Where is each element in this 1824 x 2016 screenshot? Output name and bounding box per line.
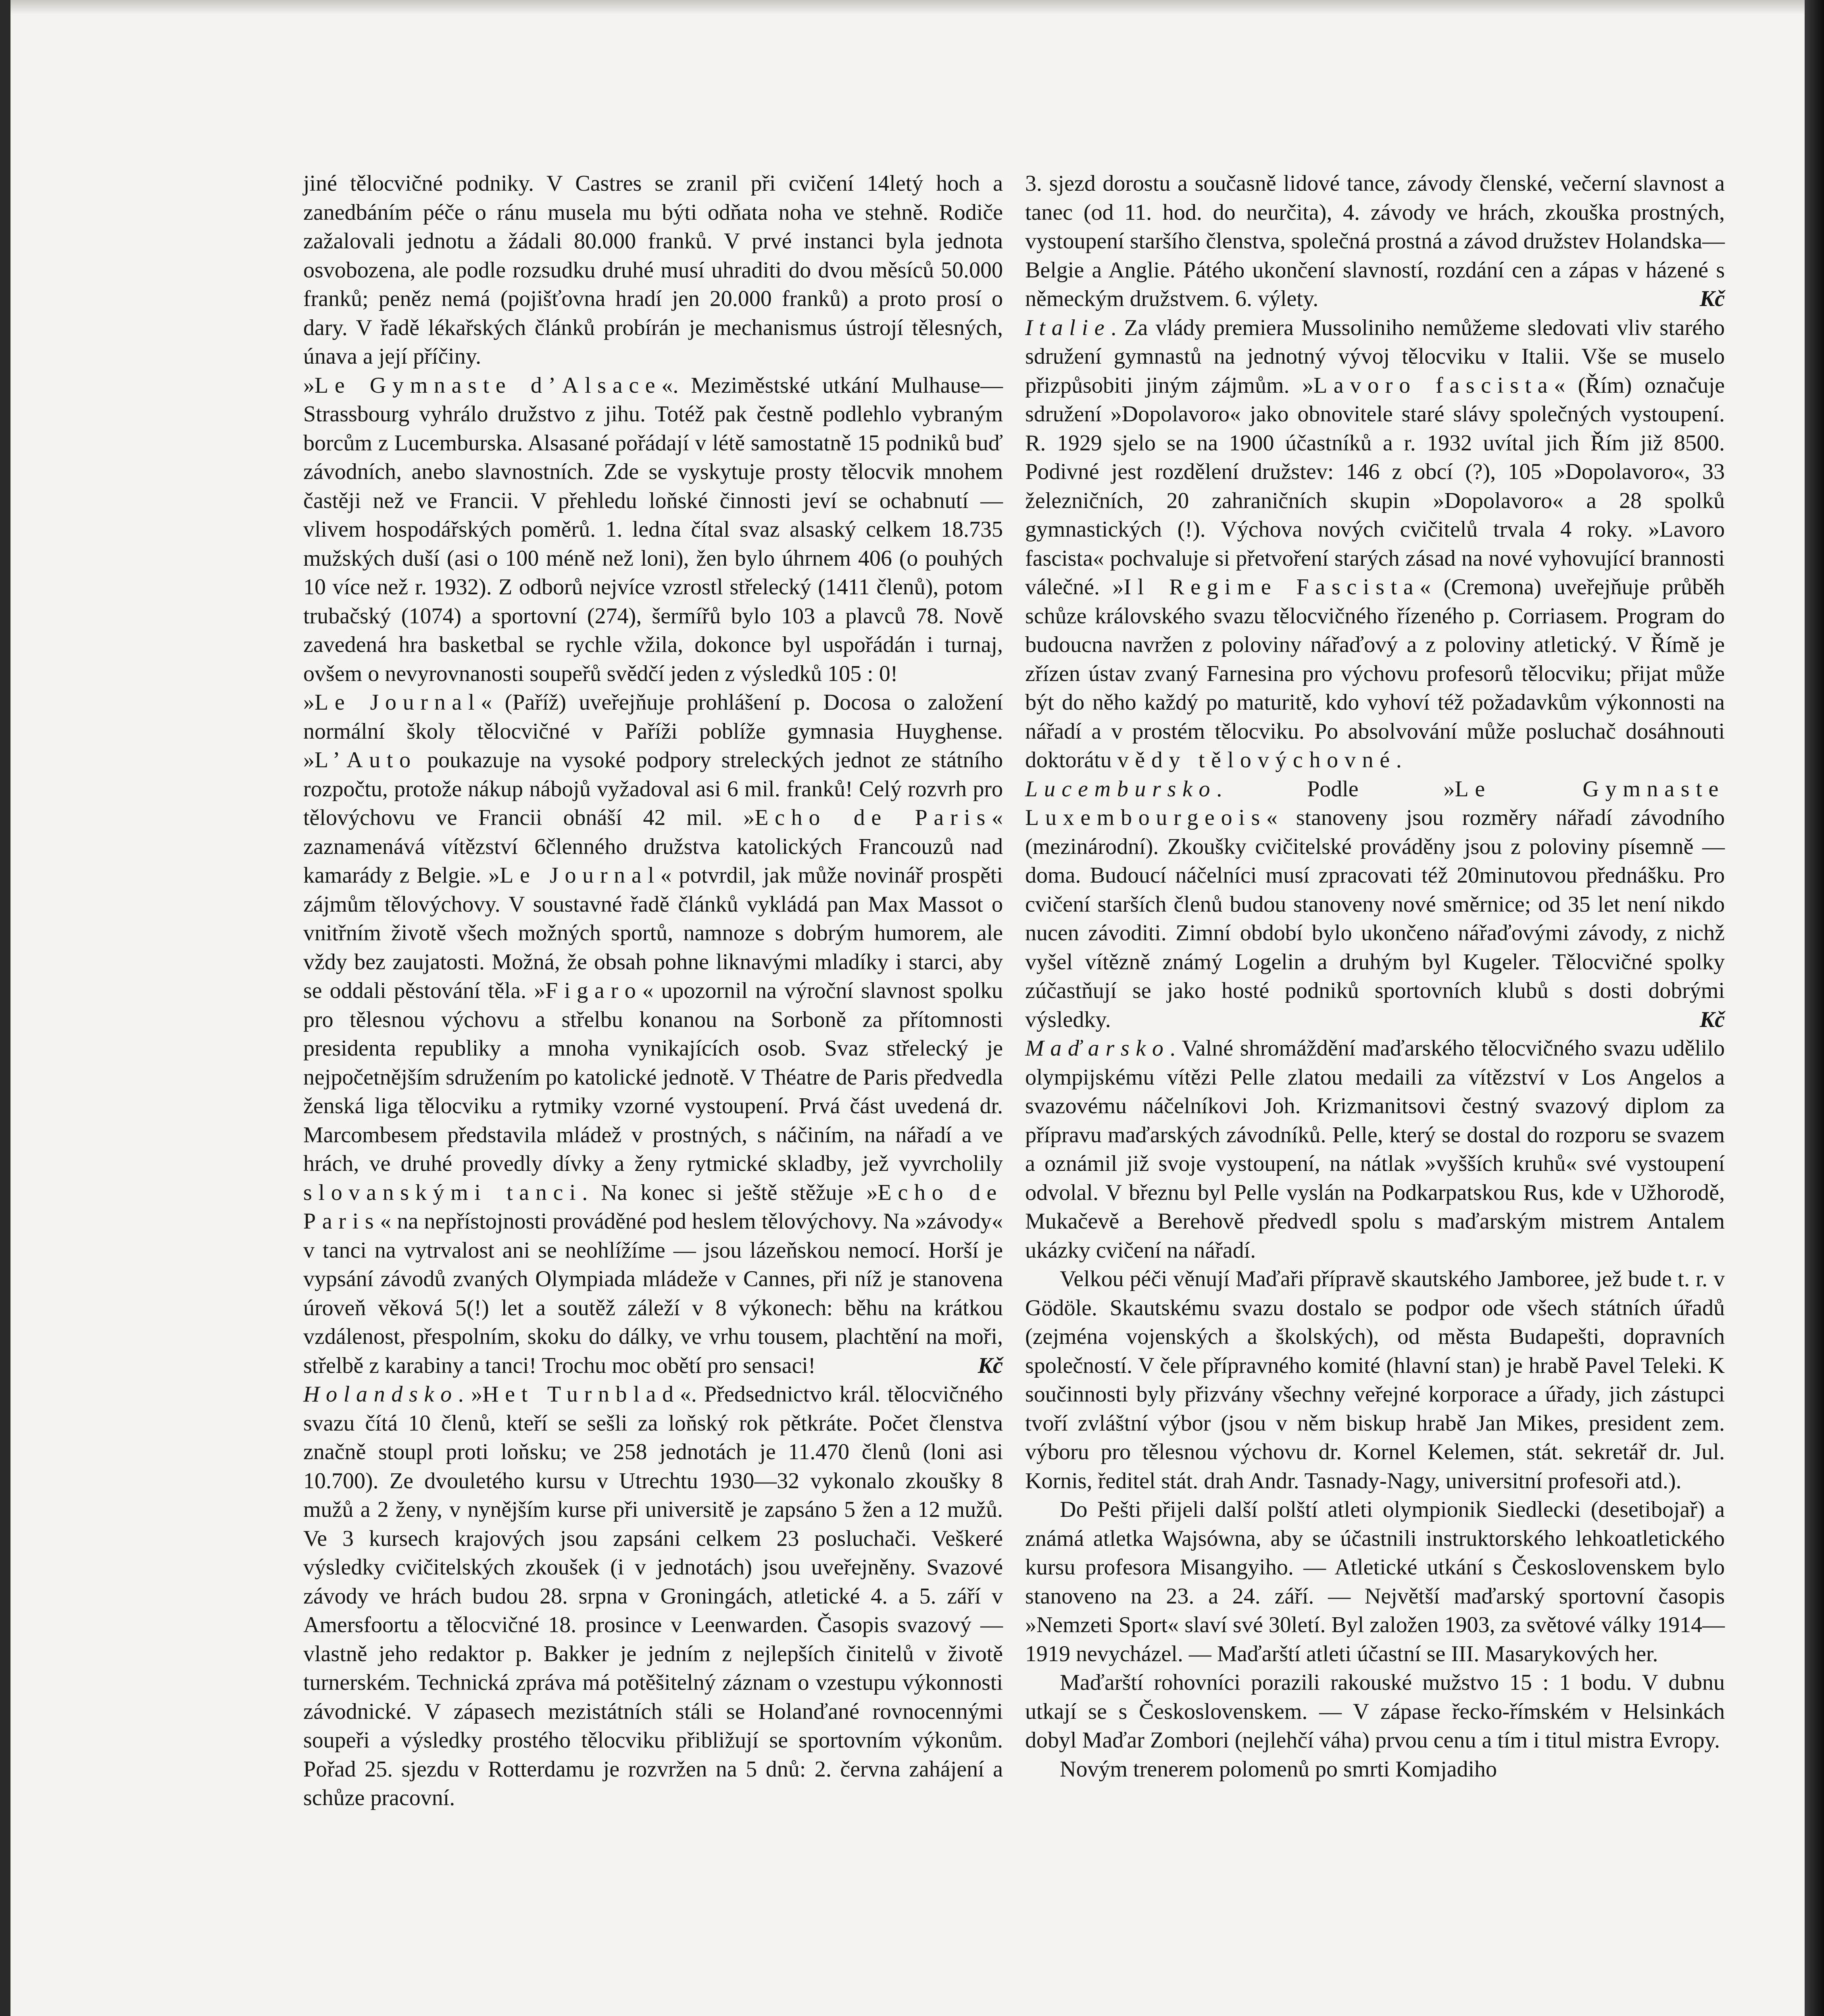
text-run: . Za vlády premiera Mussoliniho nemůžeme sledovati vliv starého sdružení gymnastů na jednotný vývoj tělocviku v Italii. Vše se muselo přizpůsobiti jiným zájmům. »: [1025, 315, 1725, 398]
text-run: Le Gymnaste Luxembourgeois: [1025, 776, 1725, 830]
text-run: Figaro: [545, 978, 642, 1003]
text-run: Il Regime Fascista: [1124, 575, 1420, 600]
text-run: «. Meziměstské utkání Mulhause—Strassbourg vyhrálo družstvo z jihu. Totéž pak čestně podlehlo vybraným borcům z Lucemburska. Alsasané pořádají v létě samostatně 15 podniků buď závodních, anebo slavnostních. Zde se vyskytuje prosty tělocvik mnohem častěji než ve Francii. V přehledu loňské činnosti jeví se ochabnutí — vlivem hospodářských poměrů. 1. ledna čítal svaz alsaský celkem 18.735 mužských duší (asi o 100 méně než loni), žen bylo úhrnem 406 (o pouhých 10 více než r. 1932). Z odborů nejvíce vzrostl střelecký (1411 členů), potom trubačský (1074) a sportovní (274), šermířů bylo 103 a plavců 78. Nově zavedená hra basketbal se rychle vžila, dokonce byl uspořádán i turnaj, ovšem o nevyrovnanosti soupeřů svědčí jeden z výsledků 105 : 0!: [303, 373, 1003, 686]
paragraph-p12: [1025, 1755, 1725, 1784]
text-run: Le Gymnaste d’Alsace: [315, 373, 662, 398]
paragraph-p7: [1025, 775, 1725, 1035]
paragraph-p9: [1025, 1265, 1725, 1495]
text-run: poukazuje na vysoké podpory streleckých jednot ze státního rozpočtu, protože nákup nábojů vyžadoval asi 6 mil. franků! Celý rozvrh pro tělovýchovu ve Francii obnáší 42 mil. »: [303, 748, 1003, 830]
section-heading: Maďarsko: [1025, 1036, 1170, 1061]
author-signature: Kč: [1699, 286, 1725, 311]
paragraph-p3: [303, 688, 1003, 1380]
text-run: «. Předsednictvo král. tělocvičného svazu čítá 10 členů, kteří se sešli za loňský rok pětkráte. Počet členstva značně stoupl proti loňsku; ve 258 jednotách je 11.470 členů (loni asi 10.700). Ze dvouletého kursu v Utrechtu 1930—32 vykonalo zkoušky 8 mužů a 2 ženy, v nynějším kurse při universitě je zapsáno 5 žen a 12 mužů. Ve 3 kursech krajových jsou zapsáni celkem 23 posluchači. Veškeré výsledky cvičitelských zkoušek (i v jednotách) jsou uveřejněny. Svazové závody ve hrách budou 28. srpna v Groningách, atletické 4. a 5. září v Amersfoortu a tělocvičné 18. prosince v Leenwarden. Časopis svazový — vlastně jeho redaktor p. Bakker je jedním z nejlepších činitelů v životě turnerském. Technická zpráva má potěšitelný záznam o vzestupu výkonnosti závodnické. V zápasech mezistátních stáli se Holanďané rovnocennými soupeři a výsledky prostého tělocviku přibližují se sportovním výkonům. Pořad 25. sjezdu v Rotterdamu je rozvržen na 5 dnů: 2. června zahájení a schůze pracovní.: [303, 1382, 1003, 1810]
text-run: Novým trenerem polomenů po smrti Komjadiho: [1060, 1756, 1497, 1782]
paragraph-p5: [1025, 169, 1725, 314]
right-text-column: [1025, 169, 1725, 1784]
text-run: Echo de Paris: [303, 1180, 1003, 1234]
paragraph-p1: [303, 169, 1003, 371]
text-run: Do Pešti přijeli další polští atleti olympionik Siedlecki (desetibojař) a známá atletka Wajsówna, aby se účastnili instruktorského lehkoatletického kursu profesora Misangyiho. — Atletické utkání s Československem bylo stanoveno na 23. a 24. září. — Největší maďarský sportovní časopis »Nemzeti Sport« slaví své 30letí. Byl založen 1903, za světové války 1914—1919 nevycházel. — Maďarští atleti účastní se III. Masarykových her.: [1025, 1497, 1725, 1666]
text-run: . Na konec si ještě stěžuje »: [582, 1180, 878, 1205]
page-top-shadow: [0, 0, 1824, 15]
text-run: Lavoro fascista: [1313, 373, 1554, 398]
text-run: . »: [458, 1382, 483, 1407]
paragraph-p8: [1025, 1034, 1725, 1265]
section-heading: Lucembursko: [1025, 776, 1217, 802]
text-run: 3. sjezd dorostu a současně lidové tance, závody členské, večerní slavnost a tanec (od 11. hod. do neurčita), 4. závody ve hrách, zkouška prostných, vystoupení staršího členstva, společná prostná a závod družstev Holandska—Belgie a Anglie. Pátého ukončení slavností, rozdání cen a zápas v házené s německým družstvem. 6. výlety.: [1025, 171, 1725, 311]
text-run: « (Paříž) uveřejňuje prohlášení p. Docosa o založení normální školy tělocvičné v Paříži poblíže gymnasia Huyghense. »: [303, 690, 1003, 773]
text-run: vědy tělovýchovné: [1117, 748, 1396, 773]
paragraph-p10: [1025, 1495, 1725, 1668]
left-text-column: [303, 169, 1003, 1813]
text-run: Het Turnblad: [482, 1382, 680, 1407]
page-right-edge: [1805, 0, 1824, 2016]
text-run: slovanskými tanci: [303, 1180, 582, 1205]
text-run: »: [303, 690, 315, 715]
text-run: L’Auto: [315, 748, 417, 773]
text-run: jiné tělocvičné podniky. V Castres se zranil při cvičení 14letý hoch a zanedbáním péče o ránu musela mu býti odňata noha ve stehně. Rodiče zažalovali jednotu a žádali 80.000 franků. V prvé instanci byla jednota osvobozena, ale podle rozsudku druhé musí uhraditi do dvou měsíců 50.000 franků; peněz nemá (pojišťovna hradí jen 20.000 franků) a proto prosí o dary. V řadě lékařských článků probírán je mechanismus ústrojí tělesných, únava a její příčiny.: [303, 171, 1003, 369]
text-run: « na nepřístojnosti prováděné pod heslem tělovýchovy. Na »závody« v tanci na vytrvalost ani se neohlížíme — jsou lázeňskou nemocí. Horší je vypsání závodů zvaných Olympiada mládeže v Cannes, při níž je stanovena úroveň věková 5(!) let a soutěž záleží v 8 výkonech: běhu na krátkou vzdálenost, přespolním, skoku do dálky, ve vrhu tousem, plachtění na moři, střelbě z karabiny a tanci! Trochu moc obětí pro sensaci!: [303, 1209, 1003, 1378]
text-run: « upozornil na výroční slavnost spolku pro tělesnou výchovu a střelbu konanou na Sorboně za přítomnosti presidenta republiky a mnoha vynikajících osob. Svaz střelecký je nejpočetnějším sdružením po katolické jednotě. V Théatre de Paris předvedla ženská liga tělocviku a rytmiky vzorné vystoupení. Prvá část uvedená dr. Marcombesem představila mládež v prostných, s náčiním, na nářadí a ve hrách, ve druhé provedly dívky a ženy rytmické skladby, jež vyvrcholily: [303, 978, 1003, 1176]
text-run: Le Journal: [315, 690, 481, 715]
paragraph-p4: [303, 1380, 1003, 1813]
text-run: « (Cremona) uveřejňuje průběh schůze královského svazu tělocvičného řízeného p. Corriasem. Program do budoucna navržen z poloviny nářaďový a z poloviny atletický. V Římě je zřízen ústav zvaný Farnesina pro výchovu profesorů tělocviku; přijat může být do něho každý po maturitě, kdo vyhoví též požadavkům výkonnosti na nářadí a v prostém tělocviku. Po absolvování může posluchač dosáhnouti doktorátu: [1025, 575, 1725, 773]
paragraph-p6: [1025, 314, 1725, 775]
paragraph-p11: [1025, 1668, 1725, 1755]
text-run: »: [303, 373, 315, 398]
text-run: Velkou péči věnují Maďaři přípravě skautského Jamboree, jež bude t. r. v Gödöle. Skautskému svazu dostalo se podpor ode všech státních úřadů (zejména vojenských a školských), od města Budapešti, dopravních společností. V čele přípravného komité (hlavní stan) je hrabě Pavel Teleki. K součinnosti byly přizvány všechny veřejné korporace a úřady, jich zástupci tvoří zvláštní výbor (jsou v něm biskup hrabě Jan Mikes, president zem. výboru pro tělesnou výchovu dr. Kornel Kelemen, stát. sekretář dr. Jul. Kornis, ředitel stát. drah Andr. Tasnady-Nagy, universitní profesoři atd.).: [1025, 1266, 1725, 1493]
text-run: Le Journal: [500, 863, 661, 888]
text-run: « stanoveny jsou rozměry nářadí závodního (mezinárodní). Zkoušky cvičitelské prováděny jsou z poloviny písemně — doma. Budoucí náčelníci musí zpracovati též 20minutovou přednášku. Pro cvičení starších členů budou stanoveny nové směrnice; od 35 let není nikdo nucen závoditi. Zimní období bylo ukončeno nářaďovými závody, z nichž vyšel vítězně známý Logelin a druhým byl Kugeler. Tělocvičné spolky zúčastňují se jako hosté podniků sportovních klubů s dosti dobrými výsledky.: [1025, 805, 1725, 1032]
text-run: « (Řím) označuje sdružení »Dopolavoro« jako obnovitele staré slávy společných vystoupení. R. 1929 sjelo se na 1900 účastníků a r. 1932 uvítal jich Řím již 8500. Podivné jest rozdělení družstev: 146 z obcí (?), 105 »Dopolavoro«, 33 železničních, 20 zahraničních skupin »Dopolavoro« a 28 spolků gymnastických (!). Výchova nových cvičitelů trvala 4 roky. »Lavoro fascista« pochvaluje si přetvoření starých zásad na nové vyhovující brannosti válečné. »: [1025, 373, 1725, 600]
text-run: « zaznamenává vítězství 6členného družstva katolických Francouzů nad kamarády z Belgie. »: [303, 805, 1003, 888]
text-run: Maďarští rohovníci porazili rakouské mužstvo 15 : 1 bodu. V dubnu utkají se s Československem. — V zápase řecko-římském v Helsinkách dobyl Maďar Zombori (nejlehčí váha) prvou cenu a tím i titul mistra Evropy.: [1025, 1670, 1725, 1753]
author-signature: Kč: [978, 1353, 1003, 1378]
text-run: « potvrdil, jak může novinář prospěti zájmům tělovýchovy. V soustavné řadě článků vykládá pan Max Massot o vnitřním životě všech možných sportů, namnoze s dobrým humorem, ale vždy bez zaujatosti. Možná, že obsah pohne liknavými mladíky i starci, aby se oddali pěstování těla. »: [303, 863, 1003, 1003]
text-run: . Valné shromáždění maďarského tělocvičného svazu udělilo olympijskému vítězi Pelle zlatou medaili za vítězství v Los Angelos a svazovému náčelníkovi Joh. Krizmanitsovi čestný svazový diplom za přípravu maďarských závodníků. Pelle, který se dostal do rozporu se svazem a oznámil již svoje vystoupení, na nátlak »vyšších kruhů« své vystoupení odvolal. V březnu byl Pelle vyslán na Podkarpatskou Rus, kde v Užhorodě, Mukačevě a Berehově předvedl spolu s maďarským mistrem Antalem ukázky cvičení na nářadí.: [1025, 1036, 1725, 1263]
section-heading: Holandsko: [303, 1382, 458, 1407]
paragraph-p2: [303, 371, 1003, 689]
section-heading: Italie: [1025, 315, 1111, 340]
text-run: Echo de Paris: [755, 805, 992, 830]
author-signature: Kč: [1699, 1007, 1725, 1032]
page-left-edge: [0, 0, 10, 2016]
text-run: . Podle »: [1216, 776, 1455, 802]
text-run: .: [1396, 748, 1402, 773]
